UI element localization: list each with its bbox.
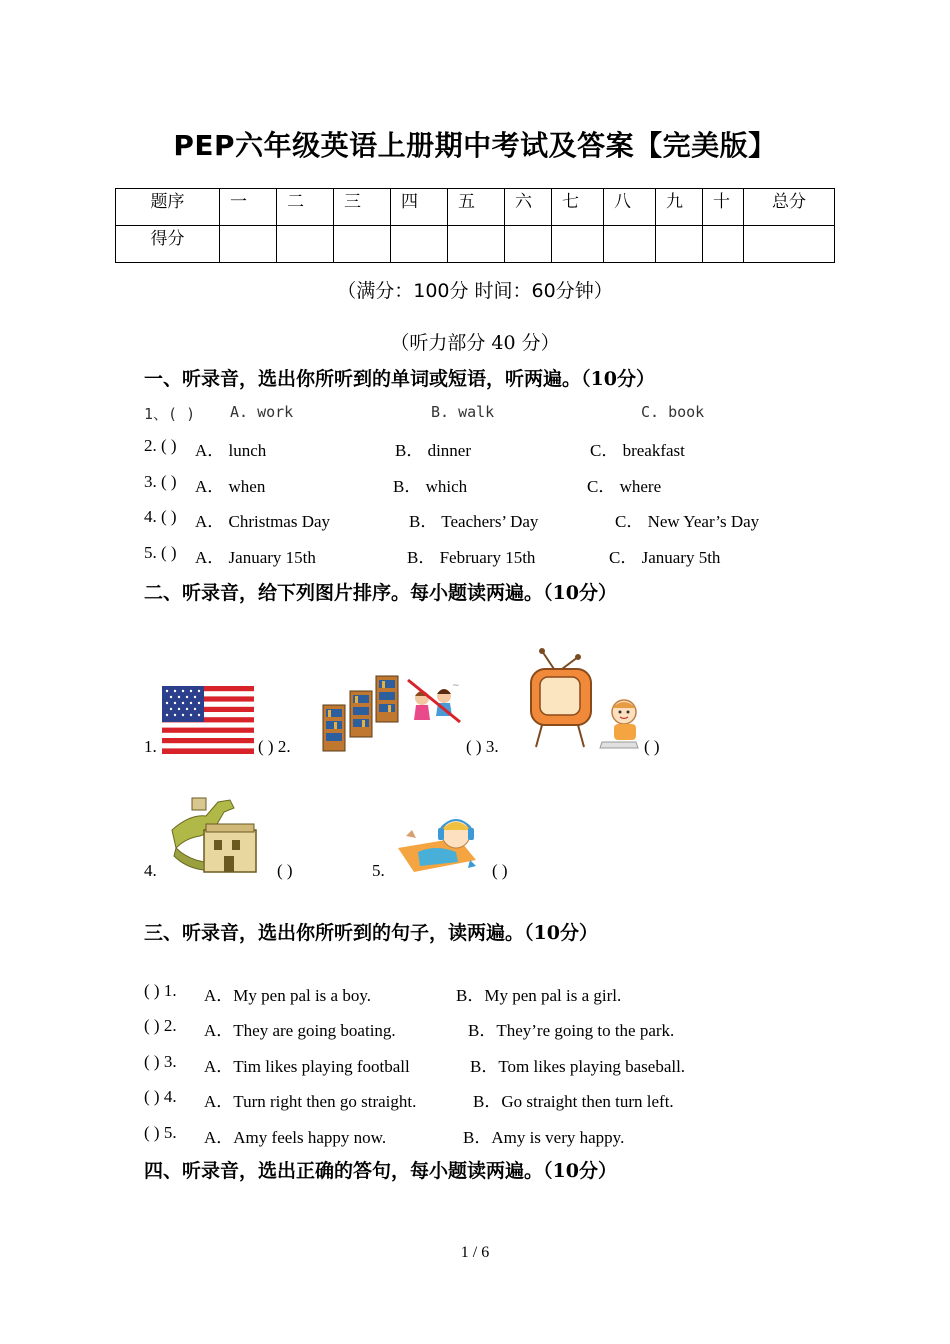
score-cell[interactable] — [604, 226, 656, 263]
score-cell[interactable] — [391, 226, 448, 263]
score-table — [115, 188, 835, 263]
s3-q2-option-a: A．They are going boating. — [204, 1021, 396, 1040]
picture4-number: 4. — [144, 861, 157, 880]
us-flag-icon — [162, 686, 254, 754]
s3-q5-number: ( ) 5. — [144, 1123, 177, 1142]
q1-option-c: C. book — [641, 403, 705, 421]
score-header-cell: 三 — [334, 189, 391, 226]
bookshelves-icon — [320, 673, 402, 753]
q4-option-a: A． Christmas Day — [195, 512, 331, 531]
score-cell[interactable] — [552, 226, 604, 263]
tv-icon — [528, 647, 596, 753]
score-cell[interactable] — [656, 226, 703, 263]
q4-number: 4. ( ) — [144, 507, 177, 526]
picture1-answer-and-picture2-number: ( ) 2. — [258, 737, 291, 756]
s3-q5-option-b: B．Amy is very happy. — [463, 1128, 625, 1147]
great-wall-icon — [170, 796, 258, 874]
score-cell[interactable] — [744, 226, 835, 263]
picture2-answer-and-picture3-number: ( ) 3. — [466, 737, 499, 756]
s3-q4-option-a: A．Turn right then go straight. — [204, 1092, 417, 1111]
score-header-cell: 七 — [552, 189, 604, 226]
q1-option-b: B. walk — [431, 403, 495, 421]
q4-option-c: C． New Year’s Day — [615, 512, 760, 531]
q3-option-a: A． when — [195, 477, 266, 496]
q5-number: 5. ( ) — [144, 543, 177, 562]
section3-heading: 三、听录音，选出你所听到的句子，读两遍。（10分） — [144, 922, 598, 944]
full-marks-note: （满分：100分 时间：60分钟） — [337, 280, 613, 302]
score-header-cell: 总分 — [744, 189, 835, 226]
score-header-cell: 一 — [220, 189, 277, 226]
s3-q4-option-b: B．Go straight then turn left. — [473, 1092, 674, 1111]
s3-q3-option-b: B．Tom likes playing baseball. — [470, 1057, 686, 1076]
score-row-label: 得分 — [116, 226, 220, 263]
score-table-score-row — [116, 226, 835, 263]
s3-q5-option-a: A．Amy feels happy now. — [204, 1128, 387, 1147]
page-title: PEP六年级英语上册期中考试及答案【完美版】 — [173, 129, 777, 162]
score-header-cell: 五 — [448, 189, 505, 226]
picture5-number: 5. — [372, 861, 385, 880]
no-noise-icon — [404, 676, 464, 726]
q5-option-a: A． January 15th — [195, 548, 316, 567]
score-header-cell: 九 — [656, 189, 703, 226]
svg-text:~: ~ — [452, 681, 460, 691]
score-cell[interactable] — [220, 226, 277, 263]
picture4-answer: ( ) — [277, 861, 293, 880]
girl-listening-icon — [396, 812, 480, 874]
s3-q3-option-a: A．Tim likes playing football — [204, 1057, 410, 1076]
q5-option-b: B． February 15th — [407, 548, 536, 567]
boy-sitting-icon — [598, 698, 644, 750]
q1-number: 1、( ) — [144, 405, 196, 423]
score-table-header-row — [116, 189, 835, 226]
q2-option-a: A． lunch — [195, 441, 267, 460]
section1-heading: 一、听录音，选出你所听到的单词或短语，听两遍。（10分） — [144, 368, 655, 390]
score-header-cell: 四 — [391, 189, 448, 226]
s3-q1-option-a: A．My pen pal is a boy. — [204, 986, 371, 1005]
s3-q1-number: ( ) 1. — [144, 981, 177, 1000]
picture1-number: 1. — [144, 737, 157, 756]
score-header-cell: 六 — [505, 189, 552, 226]
listening-part-heading: （听力部分 40 分） — [390, 332, 560, 354]
section2-heading: 二、听录音，给下列图片排序。每小题读两遍。（10分） — [144, 582, 617, 604]
s3-q1-option-b: B．My pen pal is a girl. — [456, 986, 622, 1005]
score-header-cell: 题序 — [116, 189, 220, 226]
q4-option-b: B． Teachers’ Day — [409, 512, 539, 531]
q3-option-c: C． where — [587, 477, 662, 496]
score-cell[interactable] — [505, 226, 552, 263]
q2-number: 2. ( ) — [144, 436, 177, 455]
q2-option-b: B． dinner — [395, 441, 472, 460]
s3-q3-number: ( ) 3. — [144, 1052, 177, 1071]
score-header-cell: 八 — [604, 189, 656, 226]
q2-option-c: C． breakfast — [590, 441, 685, 460]
score-header-cell: 二 — [277, 189, 334, 226]
page-number: 1 / 6 — [460, 1244, 490, 1261]
s3-q2-number: ( ) 2. — [144, 1016, 177, 1035]
score-header-cell: 十 — [703, 189, 744, 226]
s3-q2-option-b: B．They’re going to the park. — [468, 1021, 675, 1040]
score-cell[interactable] — [703, 226, 744, 263]
q5-option-c: C． January 5th — [609, 548, 721, 567]
q3-number: 3. ( ) — [144, 472, 177, 491]
picture3-answer: ( ) — [644, 737, 660, 756]
picture5-answer: ( ) — [492, 861, 508, 880]
section4-heading: 四、听录音，选出正确的答句，每小题读两遍。（10分） — [144, 1160, 617, 1182]
s3-q4-number: ( ) 4. — [144, 1087, 177, 1106]
q1-option-a: A. work — [230, 403, 294, 421]
score-cell[interactable] — [277, 226, 334, 263]
q3-option-b: B． which — [393, 477, 468, 496]
score-cell[interactable] — [448, 226, 505, 263]
score-cell[interactable] — [334, 226, 391, 263]
